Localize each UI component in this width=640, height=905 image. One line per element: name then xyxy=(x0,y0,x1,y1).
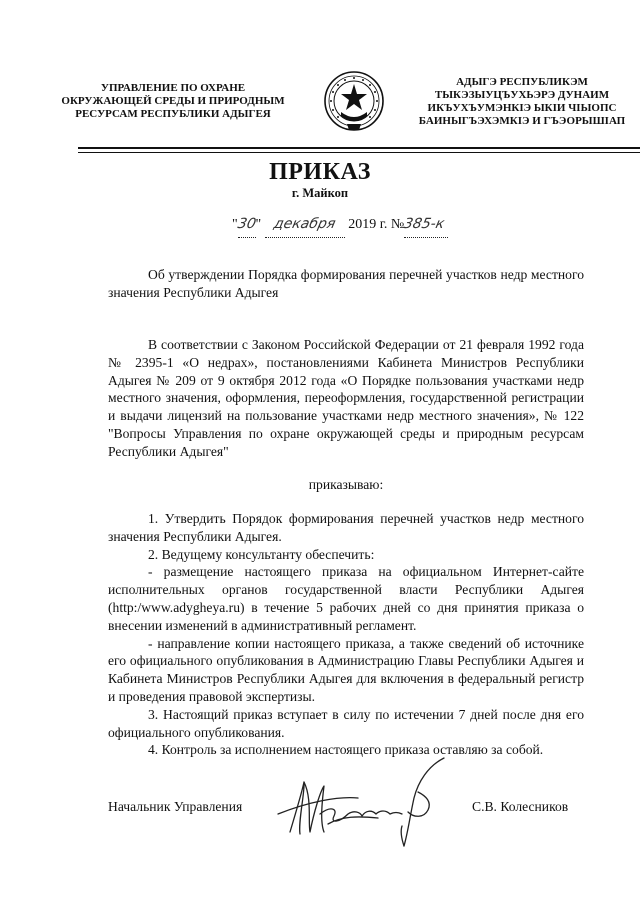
header-divider-thin xyxy=(78,152,640,153)
handwritten-signature-icon xyxy=(268,752,458,852)
date-month: декабря xyxy=(272,216,338,232)
org-line: ТЫКЭЗЫУЦЪУХЬЭРЭ ДУНАИМ xyxy=(434,89,610,101)
organization-name-adyghe xyxy=(404,76,640,128)
document-title: ПРИКАЗ xyxy=(269,159,371,185)
organization-name-russian xyxy=(44,82,302,121)
org-line: УПРАВЛЕНИЕ ПО ОХРАНЕ xyxy=(100,82,246,94)
order-item: 2. Ведущему консультанту обеспечить: xyxy=(148,546,375,562)
subject-line: Об утверждении Порядка формирования перечней участков недр местного значения Республики Адыгея xyxy=(108,267,584,300)
order-word: приказываю: xyxy=(308,477,384,492)
order-items xyxy=(108,510,584,759)
order-item: - направление копии настоящего приказа, а также сведений об источнике его официального опубликования в Администрацию Главы Республики Адыгея и Кабинета Министров Республики Адыгея для включения в федеральный регистр и проведения правовой экспертизы. xyxy=(108,635,584,704)
coat-of-arms-emblem-icon xyxy=(323,70,385,136)
preamble-paragraph: В соответствии с Законом Российской Федерации от 21 февраля 1992 года № 2395-1 «О недрах», постановлениями Кабинета Министров Республики Адыгея № 209 от 9 октября 2012 года «О Порядке пользования участками недр местного значения, оформления, переоформления, государственной регистрации и выдачи лицензий на пользование участками недр местного значения», № 122 "Вопросы Управления по охране окружающей среды и природным ресурсам Республики Адыгея" xyxy=(108,337,584,459)
signer-position: Начальник Управления xyxy=(108,799,243,814)
org-line: ОКРУЖАЮЩЕЙ СРЕДЫ И ПРИРОДНЫМ xyxy=(61,95,285,107)
date-close-quote: " xyxy=(255,217,262,232)
org-line: ИКЪУХЪУМЭНКIЭ ЫКIИ ЧIЫОПС xyxy=(427,102,617,114)
order-item: - размещение настоящего приказа на официальном Интернет-сайте исполнительных органов государственной власти Республики Адыгея (http:/www.adygheya.ru) в течение 5 рабочих дней со дня принятия приказа о внесении изменений в административный регламент. xyxy=(108,564,584,633)
city-line: г. Майкоп xyxy=(291,186,349,200)
date-day: 30 xyxy=(236,216,258,232)
signer-name: С.В. Колесников xyxy=(472,799,569,814)
order-item: 1. Утвердить Порядок формирования перечней участков недр местного значения Республики Адыгея. xyxy=(108,511,584,544)
date-open-quote: " xyxy=(232,217,238,232)
order-item: 3. Настоящий приказ вступает в силу по истечении 7 дней после дня его официального опубликования. xyxy=(108,706,584,740)
date-year: 2019 г. № xyxy=(348,217,405,232)
header-divider xyxy=(78,147,640,149)
org-line: БАИНЫГЪЭХЭМКIЭ И ГЪЭОРЫШIАП xyxy=(418,115,626,127)
order-item: 4. Контроль за исполнением настоящего приказа оставляю за собой. xyxy=(148,742,544,758)
date-line xyxy=(232,212,448,236)
org-line: АДЫГЭ РЕСПУБЛИКЭМ xyxy=(456,76,588,88)
org-line: РЕСУРСАМ РЕСПУБЛИКИ АДЫГЕЯ xyxy=(75,108,271,120)
order-number: 385-к xyxy=(402,216,447,232)
